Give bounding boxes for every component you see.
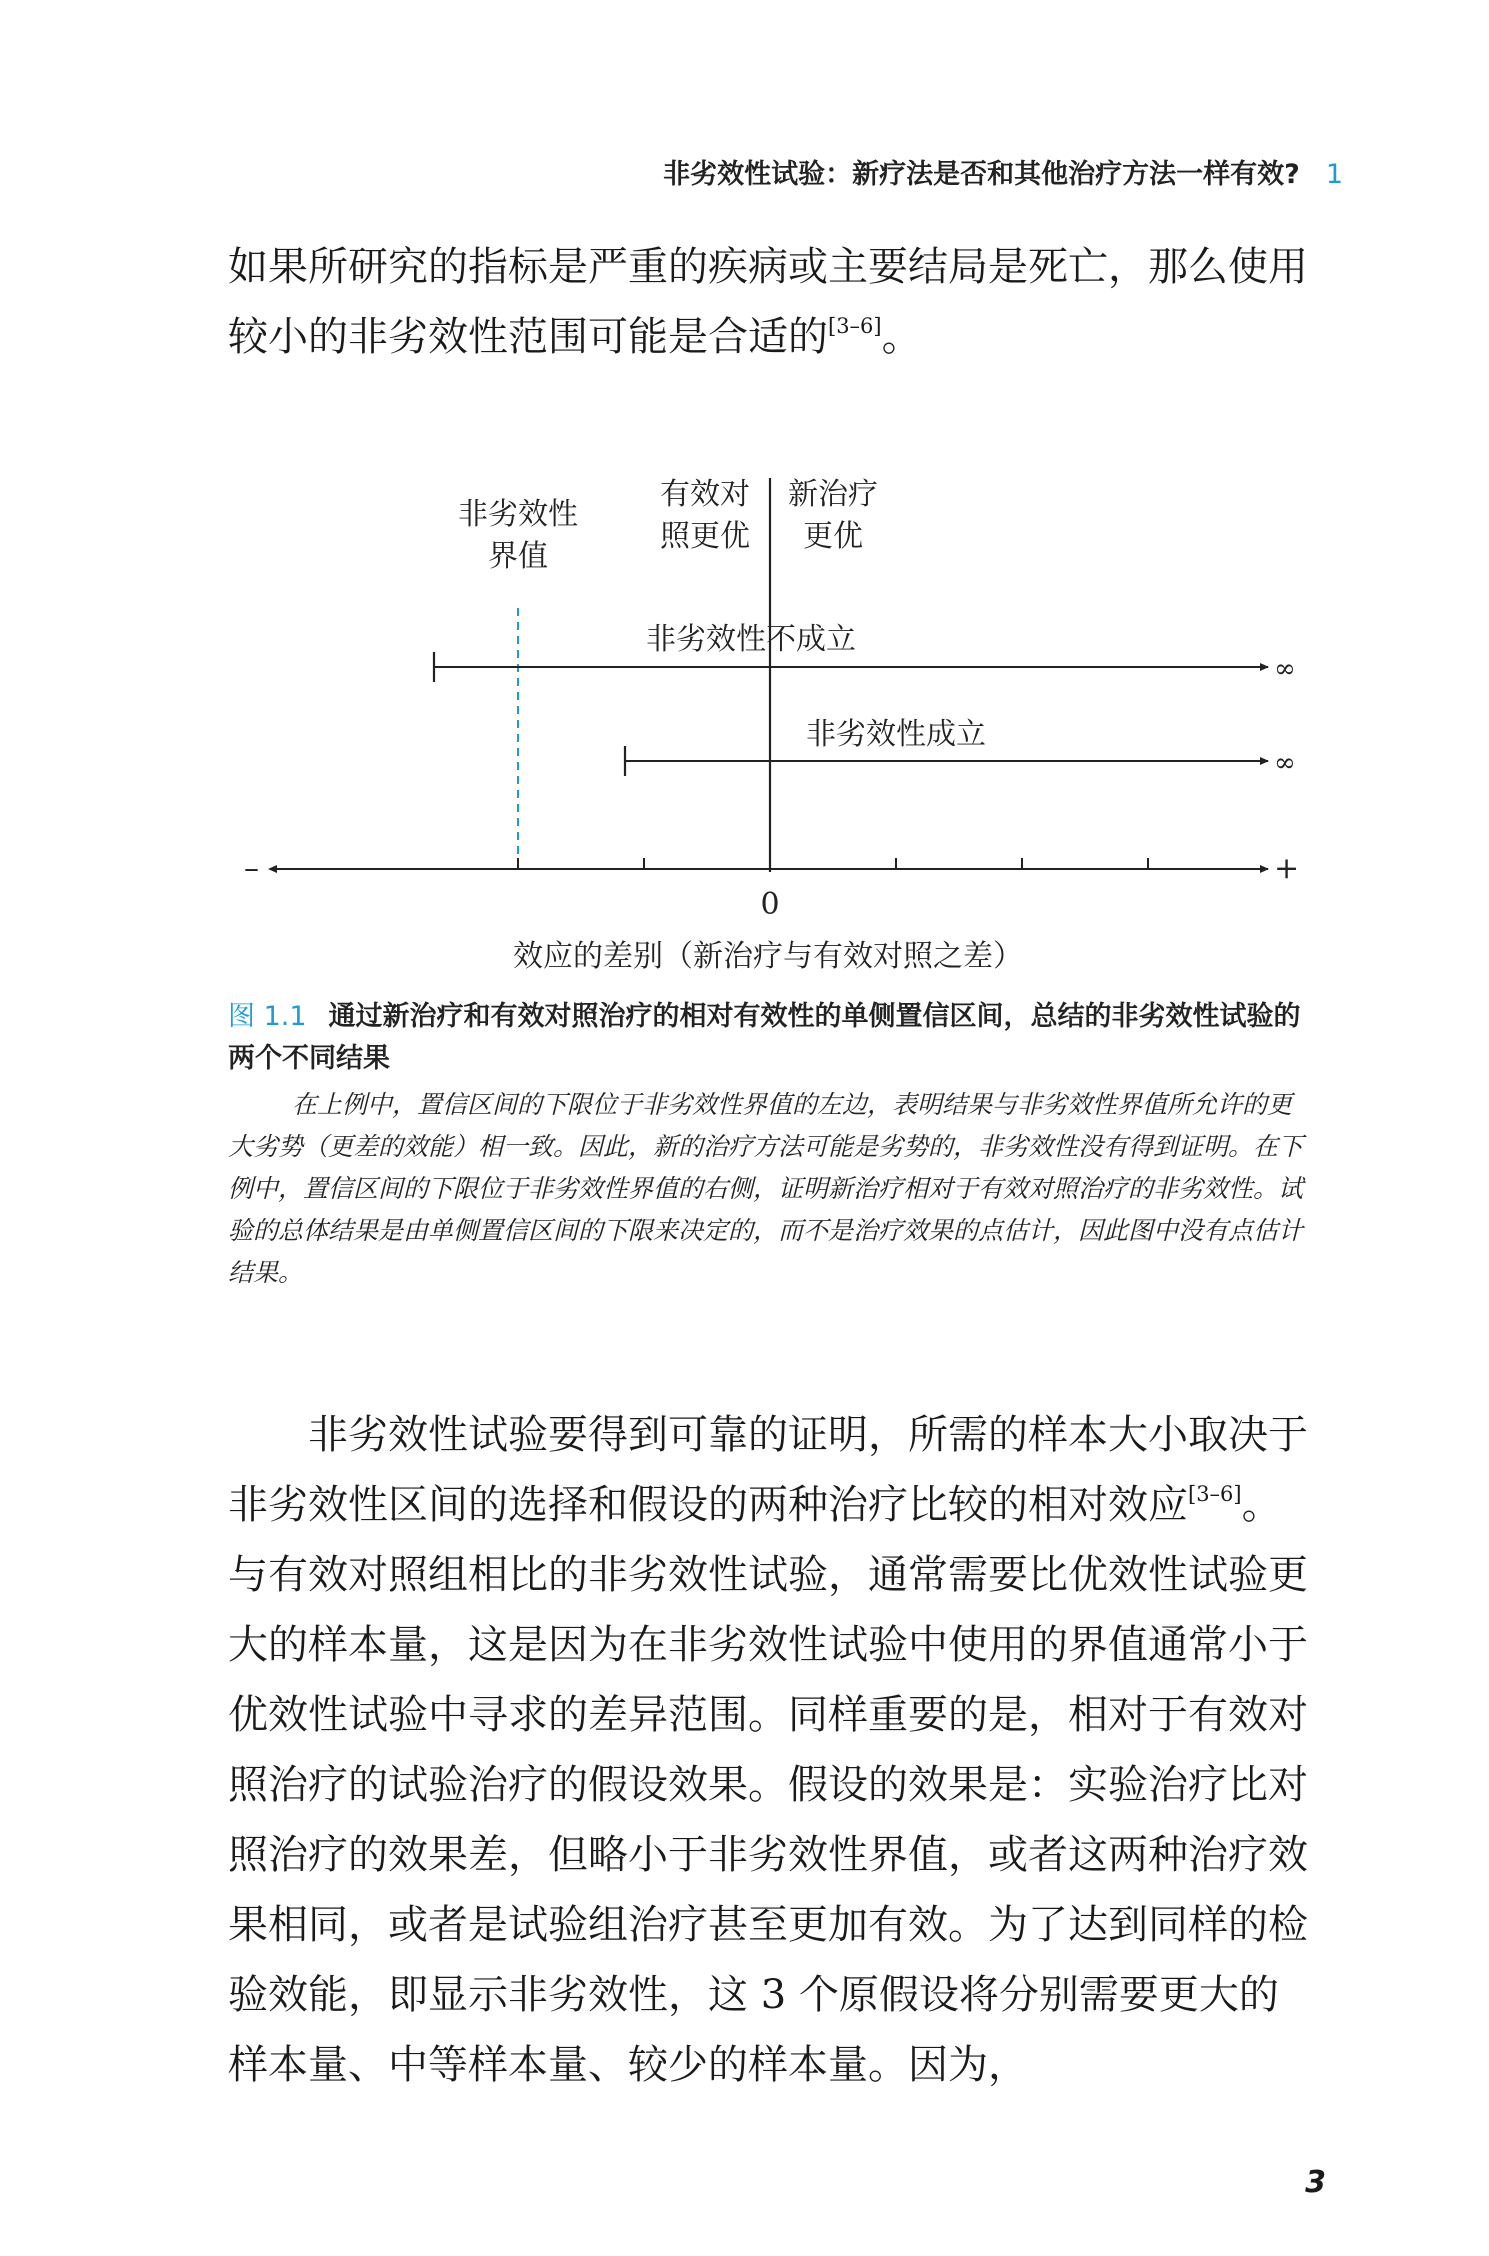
x-axis-left-arrowhead	[268, 865, 277, 873]
new-better-line1: 新治疗	[788, 477, 878, 512]
x-axis-ticks	[518, 858, 1148, 869]
figure-caption	[228, 996, 1313, 1294]
caption-title-text: 通过新治疗和有效对照治疗的相对有效性的单侧置信区间，总结的非劣效性试验的两个不同结果	[228, 1001, 1301, 1074]
non-inferiority-margin-label	[418, 494, 618, 578]
paragraph-2-text: 非劣效性试验要得到可靠的证明，所需的样本大小取决于非劣效性区间的选择和假设的两种治疗比较的相对效应	[228, 1412, 1308, 1528]
citation: [3–6]	[1188, 1482, 1242, 1506]
page-number: 3	[1305, 2165, 1326, 2200]
paragraph-2	[228, 1400, 1313, 2100]
paragraph-1	[228, 232, 1313, 372]
chapter-number: 1	[1325, 159, 1343, 190]
running-header-title: 非劣效性试验：新疗法是否和其他治疗方法一样有效?	[663, 159, 1300, 190]
new-treatment-better-label	[778, 474, 888, 558]
paragraph-2-text-continued: 。与有效对照组相比的非劣效性试验，通常需要比优效性试验更大的样本量，这是因为在非劣效性试验中使用的界值通常小于优效性试验中寻求的差异范围。同样重要的是，相对于有效对照治疗的试验治疗的假设效果。假设的效果是：实验治疗比对照治疗的效果差，但略小于非劣效性界值，或者这两种治疗效果相同，或者是试验组治疗甚至更加有效。为了达到同样的检验效能，即显示非劣效性，这 3 个原假设将分别需要更大的样本量、中等样本量、较少的样本量。因为，	[228, 1482, 1308, 2088]
control-better-line1: 有效对	[660, 477, 750, 512]
control-better-label	[650, 474, 760, 558]
x-axis-title: 效应的差别（新治疗与有效对照之差）	[513, 939, 1023, 974]
figure-1-1	[228, 460, 1308, 990]
citation: [3–6]	[828, 314, 882, 338]
new-better-line2: 更优	[803, 519, 863, 554]
caption-label: 图 1.1	[228, 1001, 307, 1032]
paragraph-1-end: 。	[881, 314, 922, 360]
caption-body-text: 在上例中，置信区间的下限位于非劣效性界值的左边，表明结果与非劣效性界值所允许的更大劣势（更差的效能）相一致。因此，新的治疗方法可能是劣势的，非劣效性没有得到证明。在下例中，置信区间的下限位于非劣效性界值的右侧，证明新治疗相对于有效对照治疗的非劣效性。试验的总体结果是由单侧置信区间的下限来决定的，而不是治疗效果的点估计，因此图中没有点估计结果。	[228, 1090, 1304, 1287]
running-header	[0, 152, 1343, 191]
paragraph-1-text: 如果所研究的指标是严重的疾病或主要结局是死亡，那么使用较小的非劣效性范围可能是合适的	[228, 244, 1308, 360]
margin-label-line2: 界值	[488, 539, 548, 574]
axis-minus-label: –	[244, 851, 259, 886]
caption-body	[228, 1084, 1313, 1294]
control-better-line2: 照更优	[660, 519, 750, 554]
ci-not-established-label: 非劣效性不成立	[646, 622, 856, 657]
axis-zero-label: 0	[760, 887, 780, 922]
infinity-symbol: ∞	[1274, 654, 1296, 684]
caption-title	[228, 996, 1313, 1080]
ci-established-label: 非劣效性成立	[806, 717, 986, 752]
infinity-symbol: ∞	[1274, 748, 1296, 778]
axis-plus-label: +	[1274, 851, 1300, 886]
margin-label-line1: 非劣效性	[458, 497, 578, 532]
